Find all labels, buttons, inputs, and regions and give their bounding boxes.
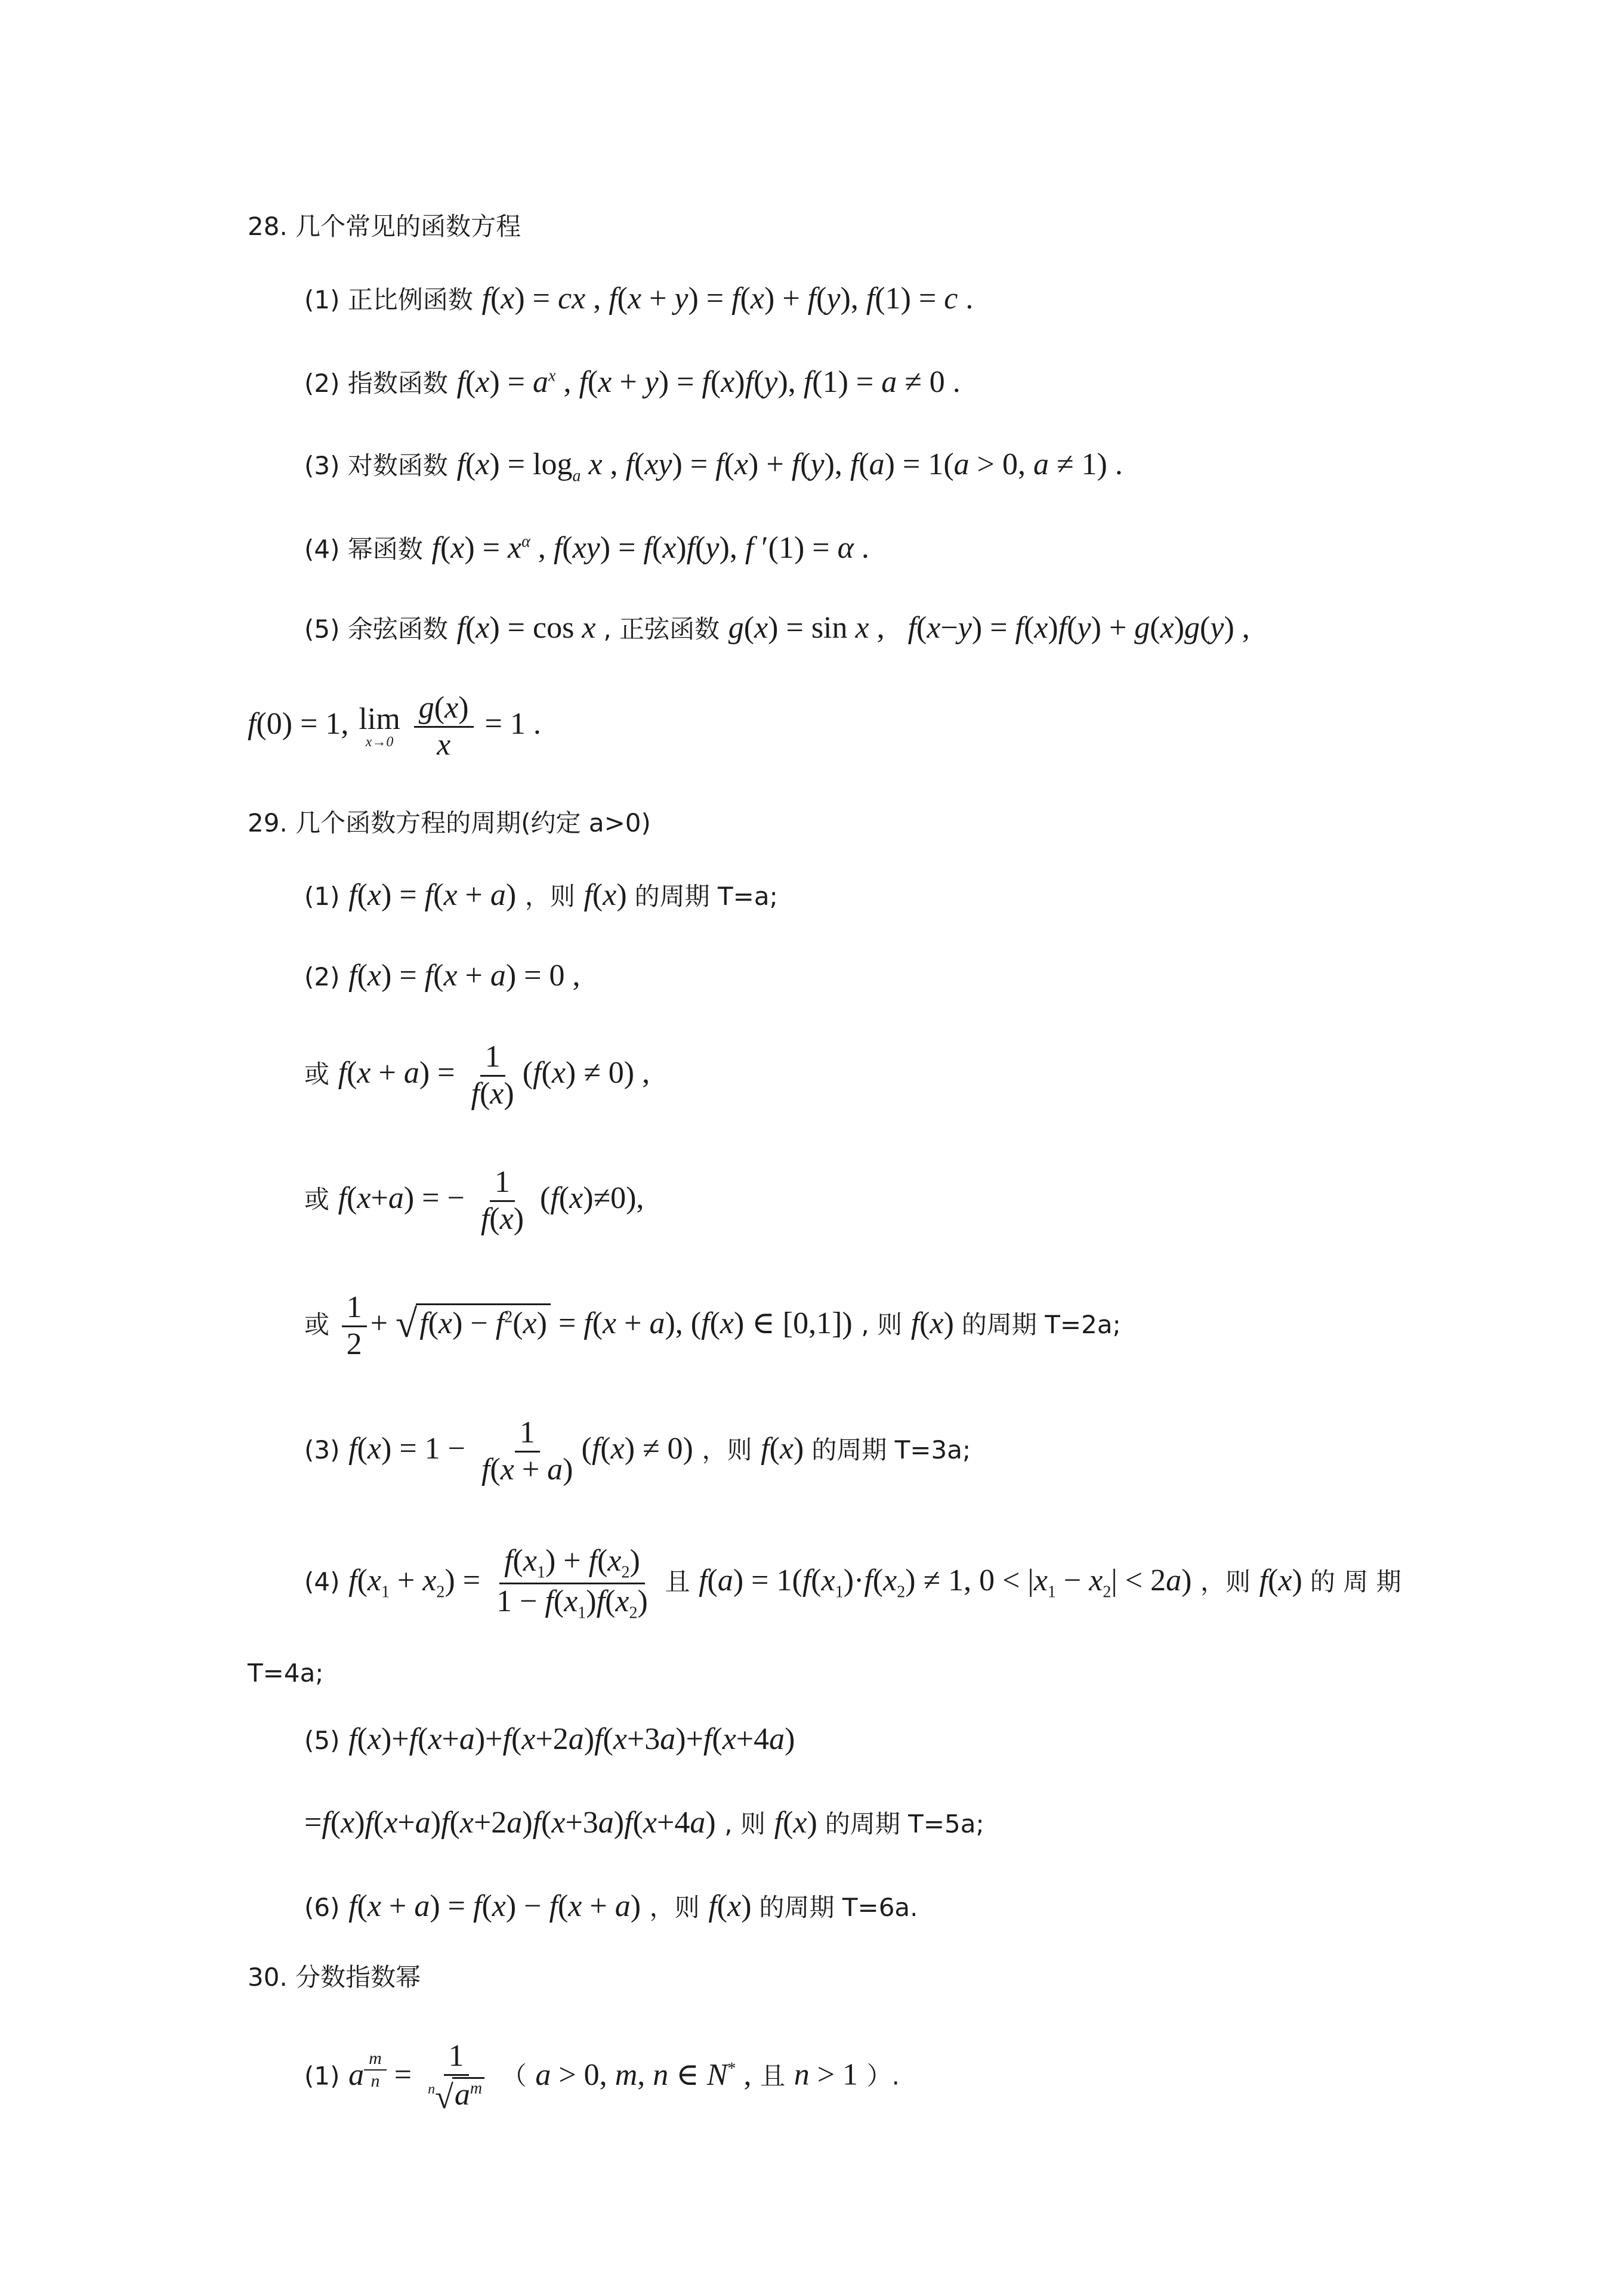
s28-item-5-label: (5) 余弦函数 <box>304 614 448 644</box>
s28-item-4-label: (4) 幂函数 <box>304 534 423 564</box>
s28-item-3-formula: $f(x) = \log_a x$ , f(xy) = f(x) + f(y), f(a) = 1(a > 0, a ≠ 1) <box>456 447 1115 486</box>
s29-item-3-formula: f(x) = 1 − $\frac{1}{f(x + a)}$ (f(x) ≠ 0) <box>348 1416 693 1487</box>
fraction-tangent-addition: $\frac{f(x_1) + f(x_2)}{1 - f(x_1)f(x_2)}$ <box>496 1544 648 1623</box>
s28-item-3 <box>304 446 1123 486</box>
s29-item-4-then: ，则 <box>1200 1567 1251 1597</box>
s29-item-4-label: (4) <box>304 1567 340 1597</box>
s29-item-6-label: (6) <box>304 1893 340 1922</box>
s29-item-6-period: 的周期 T=6a. <box>759 1893 918 1922</box>
s29-item-2-period: 的周期 T=2a; <box>961 1310 1121 1340</box>
s29-item-2-alt-2-formula: f(x+a) = − $\frac{1}{f(x)}$ (f(x)≠0), <box>338 1165 644 1236</box>
s30-item-1-cond-close: ）. <box>866 2061 900 2091</box>
s30-item-1-condition-b: n > 1 <box>794 2057 859 2092</box>
section-29-heading: 29. 几个函数方程的周期(约定 a>0) <box>248 808 651 838</box>
s29-item-5-then: , 则 <box>724 1809 765 1838</box>
s29-item-6-formula: f(x + a) = f(x) − f(x + a) <box>348 1889 641 1923</box>
radical-icon: √ <box>435 2078 453 2116</box>
s28-item-1-period: . <box>965 282 974 316</box>
s28-item-5-mid: , 正弦函数 <box>603 614 720 644</box>
s29-item-4 <box>304 1545 1401 1622</box>
sqrt-body: $f(x) - f^2(x)$ <box>416 1303 551 1342</box>
s29-item-4-fx: f(x) <box>1259 1563 1310 1598</box>
s29-item-3-then: ，则 <box>702 1435 752 1465</box>
s28-item-4 <box>304 530 869 567</box>
section-30-heading: 30. 分数指数幂 <box>248 1963 421 1992</box>
s30-item-1 <box>304 2040 900 2115</box>
s30-item-1-condition: a > 0, m, n ∈ N* , <box>535 2057 752 2092</box>
fraction-1-over-2: $\frac{1}{2}$ <box>342 1291 367 1361</box>
or-label: 或 <box>304 1310 330 1340</box>
s30-item-1-cond-and: 且 <box>760 2061 786 2091</box>
s29-item-2-then: , 则 <box>861 1310 903 1340</box>
s29-item-6-fx: f(x) <box>708 1889 759 1923</box>
s29-item-4-period: 的 周 期 <box>1310 1567 1401 1597</box>
s29-item-3-label: (3) <box>304 1435 340 1465</box>
s29-item-6 <box>304 1888 918 1925</box>
s28-item-3-label: (3) 对数函数 <box>304 451 448 480</box>
fraction-1-over-fxa: $\frac{1}{f(x + a)}$ <box>481 1416 573 1487</box>
fraction-1-over-fx: $\frac{1}{f(x)}$ <box>480 1165 524 1236</box>
s28-item-5-period: . <box>533 707 541 741</box>
limit-operator: lim x→0 <box>359 702 400 750</box>
s29-item-2-alt-1-formula: f(x + a) = $\frac{1}{f(x)}$ (f(x) ≠ 0) , <box>338 1040 650 1111</box>
s29-item-5-continued <box>304 1804 984 1841</box>
s30-item-1-cond-open: （ <box>501 2061 527 2091</box>
s30-item-1-label: (1) <box>304 2061 340 2091</box>
or-label: 或 <box>304 1059 330 1089</box>
s29-item-3 <box>304 1417 971 1486</box>
section-28-heading: 28. 几个常见的函数方程 <box>248 212 521 241</box>
s29-item-5-formula-continued: =f(x)f(x+a)f(x+2a)f(x+3a)f(x+4a) <box>304 1806 716 1840</box>
s29-item-2-label: (2) <box>304 962 340 991</box>
s29-item-2-alt-3-formula: $\frac{1}{2}$ + $√f(x) - f^2(x) = f(x + a)$, (f(x) ∈ [0,1]) <box>338 1306 853 1340</box>
s29-item-1-label: (1) <box>304 882 340 911</box>
s29-item-5-fx: f(x) <box>774 1806 825 1840</box>
s28-item-5-formula-a: f(x) = cos x <box>456 611 596 645</box>
s29-item-4-and: 且 <box>665 1567 690 1597</box>
s29-item-5-label: (5) <box>304 1726 340 1755</box>
s28-item-2-label: (2) 指数函数 <box>304 369 448 398</box>
s29-item-1-then: ，则 <box>524 882 575 911</box>
s29-item-1-formula: f(x) = f(x + a) <box>348 878 517 912</box>
s29-item-5-period: 的周期 T=5a; <box>825 1809 984 1838</box>
fraction-m-over-n: m n <box>364 2049 387 2090</box>
s28-item-5-continued: f(0) = 1, lim x→0 $\frac{g(x)}{x}$ = 1 . <box>248 691 541 762</box>
s28-item-4-period: . <box>861 531 869 565</box>
s28-item-1 <box>304 280 973 317</box>
s29-item-2 <box>304 957 581 994</box>
fraction-gx-over-x: $\frac{g(x)}{x}$ <box>414 692 474 761</box>
s29-item-2-alt-2 <box>304 1166 644 1235</box>
s29-item-1 <box>304 877 778 914</box>
s29-item-2-fx: f(x) <box>910 1306 962 1341</box>
s28-item-1-label: (1) 正比例函数 <box>304 285 473 314</box>
or-label: 或 <box>304 1185 330 1215</box>
s29-item-6-then: ，则 <box>649 1893 700 1922</box>
s29-item-5 <box>304 1721 795 1758</box>
s28-item-3-period: . <box>1114 447 1123 481</box>
sqrt-icon: √ <box>395 1302 418 1346</box>
s28-item-2-period: . <box>952 365 961 399</box>
s29-item-2-alt-1 <box>304 1041 650 1110</box>
s28-item-5-formula-b: g(x) = sin x , f(x−y) = f(x)f(y) + g(x)g(y) , <box>728 611 1250 645</box>
s29-item-4-condition: $f(a) = 1(f(x_1)\cdot f(x_2) \ne 1$, $0 < |x_1 - x_2| < 2a$) <box>699 1563 1192 1602</box>
s29-item-3-period: 的周期 T=3a; <box>811 1435 971 1465</box>
fraction-1-over-root: $\frac{1}{^n√a^m}$ <box>423 2040 489 2115</box>
s29-item-4-formula: $f(x_1 + x_2)$ = $\frac{f(x_1) + f(x_2)}{1 - f(x_1)f(x_2)}$ <box>348 1563 656 1597</box>
fraction-1-over-fx: $\frac{1}{f(x)}$ <box>471 1040 514 1111</box>
s29-item-2-formula: f(x) = f(x + a) = 0 , <box>348 959 581 993</box>
s29-item-1-period: 的周期 T=a; <box>634 882 778 911</box>
s28-item-5 <box>304 610 1250 647</box>
s28-item-4-formula: $f(x) = x^\alpha$ , f(xy) = f(x)f(y), f ′(1) = α <box>431 531 854 565</box>
s30-item-1-formula: a $^{\frac{m}{n}}$ = $\frac{1}{^n√a^m}$ <box>348 2058 493 2092</box>
s29-item-4-continued: T=4a; <box>248 1658 324 1688</box>
s28-item-2 <box>304 364 961 401</box>
s28-item-2-formula: $f(x) = a^x$ , f(x + y) = f(x)f(y), f(1) = a ≠ 0 <box>456 365 953 399</box>
s29-item-1-fx: f(x) <box>583 878 635 912</box>
s29-item-5-formula: f(x)+f(x+a)+f(x+2a)f(x+3a)+f(x+4a) <box>348 1722 795 1756</box>
s29-item-3-fx: f(x) <box>761 1432 812 1466</box>
s28-item-1-formula: f(x) = cx , f(x + y) = f(x) + f(y), f(1) = c <box>481 282 958 316</box>
s29-item-2-alt-3 <box>304 1291 1121 1361</box>
